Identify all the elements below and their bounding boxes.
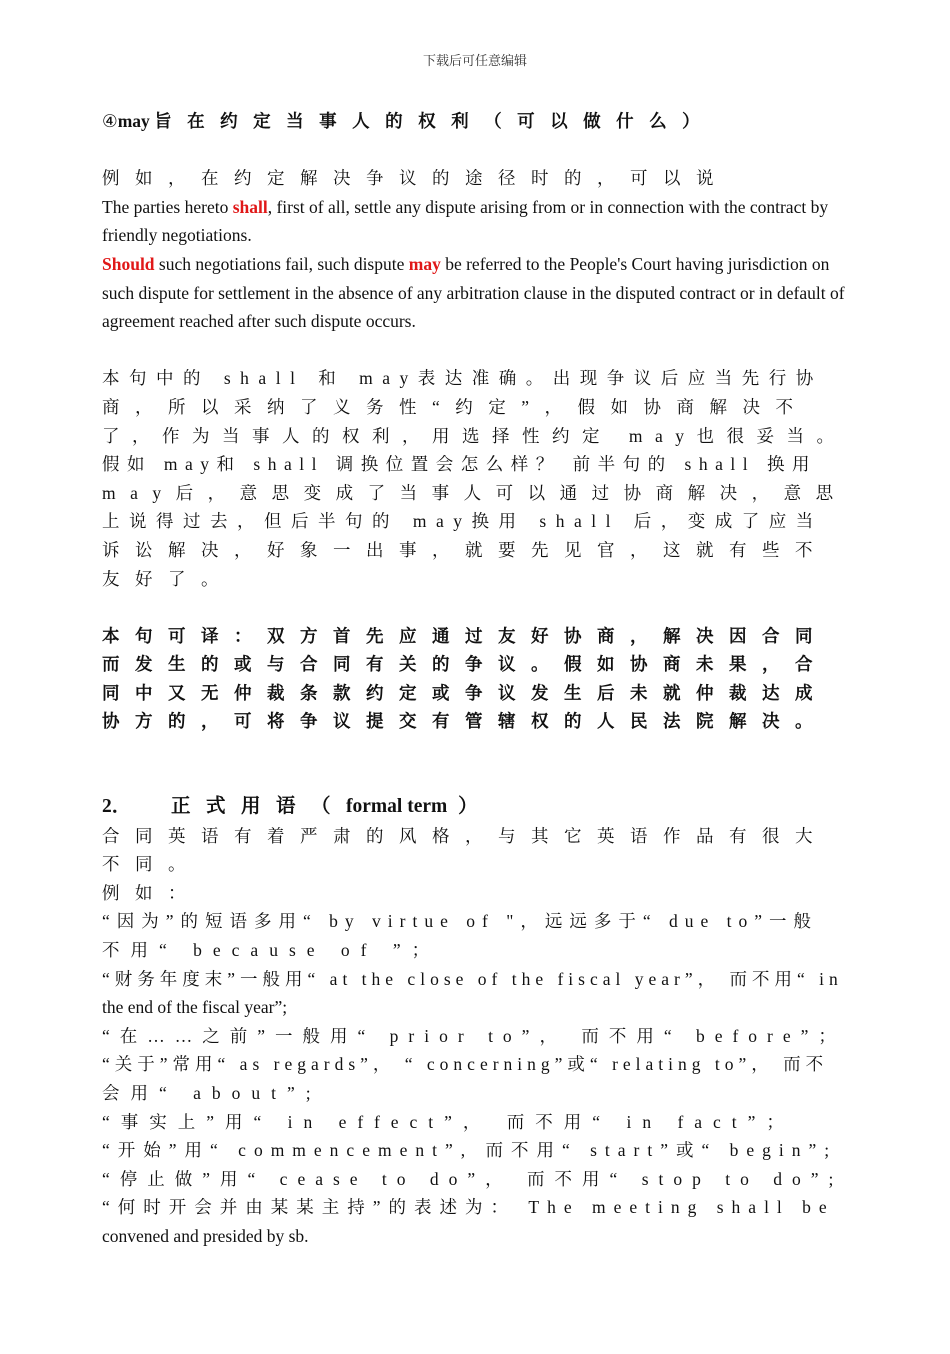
term-example-line: 会用“ about”; [102, 1083, 322, 1103]
term-example [102, 1136, 850, 1165]
keyword-may: may [408, 253, 441, 274]
section-title-close: ） [458, 796, 478, 818]
analysis-line: 诉讼解决，好象一出事，就要先见官，这就有些不 [102, 539, 828, 560]
term-example [102, 1165, 850, 1194]
term-example-line: “在……之前”一般用“ prior to”， 而不用“ before”； [102, 1025, 846, 1046]
term-example [102, 1193, 850, 1250]
document-body [102, 105, 850, 1251]
analysis-line: 上说得过去，但后半句的 may换用 shall 后，变成了应当 [102, 511, 823, 532]
translation-line: 协方的，可将争议提交有管辖权的人民法院解决。 [102, 711, 828, 732]
term-example [102, 1108, 850, 1137]
term-example [102, 1050, 850, 1107]
analysis-line: may后，意思变成了当事人可以通过协商解决，意思 [102, 482, 848, 503]
section-number: 2． [102, 796, 132, 818]
section2-intro-line: 合同英语有着严肃的风格，与其它英语作品有很大 [102, 825, 828, 846]
section2-intro-line: 不同。 [102, 854, 201, 875]
analysis-line: 了，作为当事人的权利，用选择性约定 may也很妥当。 [102, 425, 847, 446]
term-example-line: “何时开会并由某某主持”的表述为： The meeting shall be [102, 1197, 835, 1218]
term-example-line: 不用“ because of ”； [102, 940, 441, 961]
page-header: 下载后可任意编辑 [422, 53, 527, 68]
term-example [102, 965, 850, 1022]
heading-text: 旨在约定当事人的权利（可以做什么） [154, 111, 716, 131]
term-example-line: “开始”用“ commencement”, 而不用“ start”或“ begin”; [102, 1140, 838, 1161]
term-example-line: “财务年度末”一般用“ at the close of the fiscal year”， 而不用“ in [102, 968, 843, 989]
section2-heading [102, 793, 850, 822]
section4-heading [102, 107, 850, 136]
translation-line: 本句可译：双方首先应通过友好协商，解决因合同 [102, 625, 828, 646]
section2-intro-line: 例如： [102, 882, 201, 903]
term-example-line: “因为”的短语多用“ by virtue of "，远远多于“ due to”一般 [102, 911, 819, 932]
heading-keyword: may [117, 111, 150, 131]
translation-paragraph [102, 622, 850, 736]
section-title-en: formal term [346, 796, 448, 818]
translation-line: 而发生的或与合同有关的争议。假如协商未果，合 [102, 654, 828, 675]
analysis-line: 本句中的 shall 和 may表达准确。出现争议后应当先行协 [102, 368, 823, 389]
term-example [102, 1022, 850, 1051]
example-intro: 例如，在约定解决争议的途径时的，可以说 [102, 168, 729, 189]
section-title-cn: 正式用语（ [171, 796, 347, 818]
term-example-line: “停止做”用“ cease to do”， 而不用“ stop to do”; [102, 1168, 844, 1189]
keyword-should: Should [102, 253, 155, 274]
translation-line: 同中又无仲裁条款约定或争议发生后未就仲裁达成 [102, 682, 828, 703]
term-example-line: convened and presided by sb. [102, 1225, 309, 1246]
analysis-line: 假如 may和 shall 调换位置会怎么样？ 前半句的 shall 换用 [102, 454, 817, 475]
keyword-shall: shall [232, 196, 268, 217]
term-example-line: “关于”常用“ as regards”， “ concerning”或“ relating to”， 而不 [102, 1054, 829, 1075]
example-sentence-2: Should such negotiations fail, such dispute may be referred to the People's Court having jurisdiction on such dispute for settlement in the absence of any arbitration clause in the disputed contract or in default of agreement reached after such dispute occurs. [102, 253, 845, 332]
term-example-line: the end of the fiscal year”; [102, 997, 288, 1018]
term-example-line: “事实上”用“ in effect”， 而不用“ in fact”； [102, 1111, 795, 1132]
analysis-line: 商，所以采纳了义务性“约定”，假如协商解决不 [102, 396, 809, 417]
analysis-paragraph [102, 364, 850, 593]
term-example [102, 907, 850, 964]
analysis-line: 友好了。 [102, 568, 234, 589]
circled-number: ④ [102, 111, 118, 131]
example-sentence-1: The parties hereto shall, first of all, settle any dispute arising from or in connection with the contract by friendly negotiations. [102, 196, 829, 246]
